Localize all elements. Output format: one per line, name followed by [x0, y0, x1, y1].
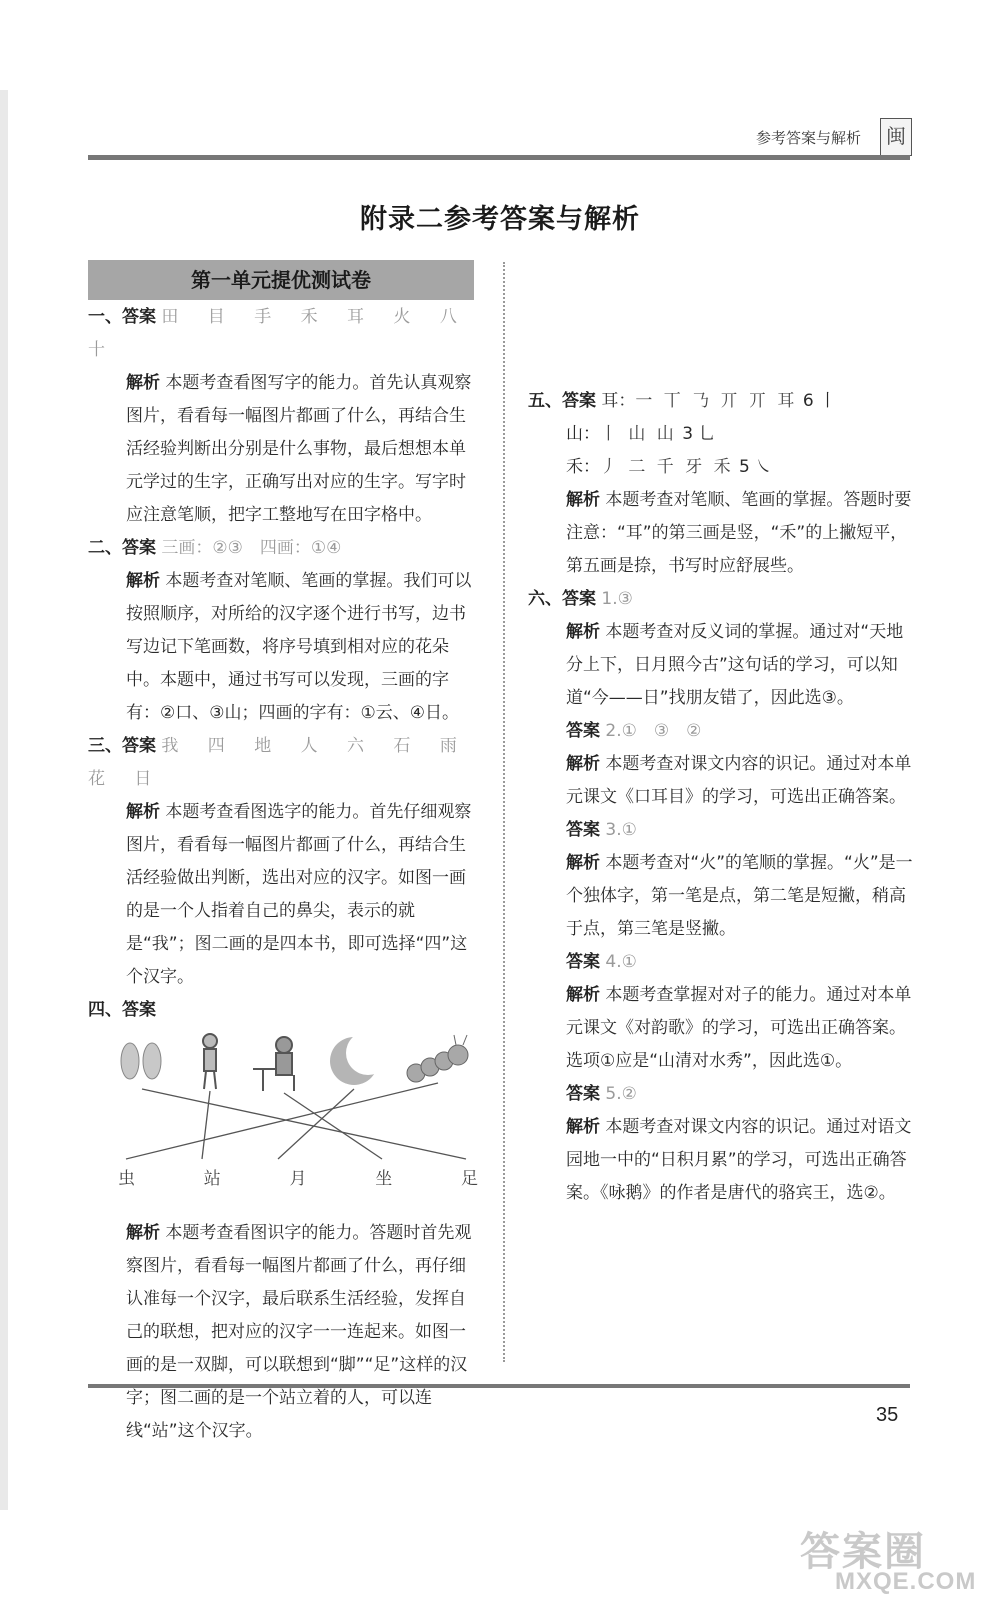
moon-icon [330, 1031, 390, 1085]
analysis-label: 解析 [126, 1223, 160, 1243]
left-column [88, 301, 478, 1448]
q5-line-2 [528, 418, 920, 451]
q3-analysis-text: 本题考查看图选字的能力。首先仔细观察图片，看看每一幅图片都画了什么，再结合生活经验做出判断，选出对应的汉字。如图一画的是一个人指着自己的鼻尖，表示的就是“我”；图二画的是四本书，即可选择“四”这个汉字。 [126, 802, 472, 987]
match-char: 坐 [375, 1169, 393, 1189]
answer-label: 答案 [562, 589, 596, 609]
match-char: 站 [203, 1169, 221, 1189]
caterpillar-icon [407, 1035, 468, 1082]
analysis-label: 解析 [566, 985, 600, 1005]
q1-number: 一、 [88, 307, 122, 327]
q6-analysis-2 [528, 748, 920, 814]
q6-analysis-text: 本题考查对课文内容的识记。通过对本单元课文《口耳目》的学习，可选出正确答案。 [566, 754, 912, 807]
footer-rule [88, 1384, 910, 1388]
running-header: 参考答案与解析 [756, 129, 862, 147]
analysis-label: 解析 [126, 571, 160, 591]
q6-answer: 4.① [605, 952, 637, 972]
q3-answer-line [88, 730, 478, 796]
analysis-label: 解析 [566, 1117, 600, 1137]
answer-label: 答案 [122, 307, 156, 327]
standing-person-icon [203, 1034, 217, 1089]
q6-number: 六、 [528, 589, 562, 609]
matching-illustration [118, 1031, 478, 1161]
answer-label: 答案 [566, 1084, 600, 1104]
matching-lines [126, 1083, 466, 1159]
q5-analysis [528, 484, 920, 583]
analysis-label: 解析 [566, 622, 600, 642]
q2-answer-line [88, 532, 478, 565]
q2-number: 二、 [88, 538, 122, 558]
watermark-url: MXQE.COM [835, 1568, 977, 1595]
q3-number: 三、 [88, 736, 122, 756]
stroke-count: 5 [739, 457, 750, 477]
stroke-mark: 乚 [698, 424, 716, 444]
q5-answer-line [528, 385, 920, 418]
answer-label: 答案 [122, 1000, 156, 1020]
match-char: 虫 [118, 1169, 135, 1189]
q6-analysis-4 [528, 979, 920, 1078]
stroke-char: 耳： [601, 391, 636, 411]
header-rule [88, 155, 910, 160]
answer-label: 答案 [566, 820, 600, 840]
answer-label: 答案 [562, 391, 596, 411]
q6-analysis-1 [528, 616, 920, 715]
q4-analysis-text: 本题考查看图识字的能力。答题时首先观察图片，看看每一幅图片都画了什么，再仔细认准每一个汉字，最后联系生活经验，发挥自己的联想，把对应的汉字一一连起来。如图一画的是一双脚，可以联想到“脚”“足”这样的汉字；图二画的是一个站立着的人，可以连线“站”这个汉字。 [126, 1223, 472, 1441]
matching-diagram [118, 1031, 478, 1211]
stroke-count: 3 [682, 424, 694, 444]
q6-answer-5 [528, 1078, 920, 1111]
q2-analysis [88, 565, 478, 730]
q6-answer: 1.③ [601, 589, 633, 609]
region-stamp: 闽 [880, 118, 912, 156]
answer-label: 答案 [566, 721, 600, 741]
q6-analysis-5 [528, 1111, 920, 1210]
right-column [528, 253, 920, 1210]
q6-analysis-3 [528, 847, 920, 946]
section-title: 第一单元提优测试卷 [88, 260, 474, 300]
analysis-label: 解析 [126, 373, 160, 393]
q5-analysis-text: 本题考查对笔顺、笔画的掌握。答题时要注意：“耳”的第三画是竖，“禾”的上撇短平，第五画是捺，书写时应舒展些。 [566, 490, 912, 576]
match-char: 月 [289, 1169, 307, 1189]
q1-analysis [88, 367, 478, 532]
q4-number: 四、 [88, 1000, 122, 1020]
q1-analysis-text: 本题考查看图写字的能力。首先认真观察图片，看看每一幅图片都画了什么，再结合生活经验判断出分别是什么事物，最后想想本单元学过的生字，正确写出对应的生字。写字时应注意笔顺，把字工整地写在田字格中。 [126, 373, 472, 525]
stroke-char: 禾： [566, 457, 600, 477]
q6-analysis-text: 本题考查掌握对对子的能力。通过对本单元课文《对韵歌》的学习，可选出正确答案。选项①应是“山清对水秀”，因此选①。 [566, 985, 912, 1071]
answer-label: 答案 [122, 736, 156, 756]
q6-answer-2 [528, 715, 920, 748]
q6-analysis-text: 本题考查对“火”的笔顺的掌握。“火”是一个独体字，第一笔是点，第二笔是短撇，稍高于点，第三笔是竖撇。 [566, 853, 913, 939]
q2-answer: 三画：②③ 四画：①④ [161, 538, 342, 558]
stroke-mark: 丨 [819, 391, 837, 411]
watermark-logo: 答案圈 [800, 1529, 926, 1575]
q3-answer: 我 四 地 人 六 石 雨 花 日 [88, 736, 469, 789]
q6-answer-4 [528, 946, 920, 979]
q6-answer: 2.① ③ ② [605, 721, 702, 741]
column-divider [503, 262, 505, 1362]
q4-analysis [88, 1217, 478, 1448]
match-char: 足 [461, 1169, 478, 1189]
q6-answer-1 [528, 583, 920, 616]
q2-analysis-text: 本题考查对笔顺、笔画的掌握。我们可以按照顺序，对所给的汉字逐个进行书写，边书写边记下笔画数，将序号填到相对应的花朵中。本题中，通过书写可以发现，三画的字有：②口、③山；四画的字有：①云、④日。 [126, 571, 472, 723]
q5-line-3 [528, 451, 920, 484]
sitting-person-icon [253, 1037, 294, 1091]
q3-analysis [88, 796, 478, 994]
feet-icon [121, 1043, 161, 1079]
q6-analysis-text: 本题考查对课文内容的识记。通过对语文园地一中的“日积月累”的学习，可选出正确答案。《咏鹅》的作者是唐代的骆宾王，选②。 [566, 1117, 912, 1203]
matching-characters [118, 1163, 478, 1196]
answer-label: 答案 [122, 538, 156, 558]
page-edge [0, 90, 8, 1510]
analysis-label: 解析 [566, 853, 600, 873]
analysis-label: 解析 [566, 490, 600, 510]
analysis-label: 解析 [126, 802, 160, 822]
page-number: 35 [876, 1404, 899, 1426]
stroke-order: 丿 二 千 牙 禾 [600, 457, 734, 477]
stroke-order: 一 丅 𠄎 丌 丌 耳 [635, 391, 798, 411]
answer-label: 答案 [566, 952, 600, 972]
q4-answer-line [88, 994, 478, 1027]
stroke-count: 6 [802, 391, 814, 411]
stroke-order: 丨 山 山 [600, 424, 677, 444]
q6-analysis-text: 本题考查对反义词的掌握。通过对“天地分上下，日月照今古”这句话的学习，可以知道“今——日”找朋友错了，因此选③。 [566, 622, 904, 708]
stroke-mark: ㇏ [755, 457, 773, 477]
q6-answer: 5.② [605, 1084, 637, 1104]
q6-answer: 3.① [605, 820, 637, 840]
page-title: 附录二参考答案与解析 [360, 204, 640, 235]
q6-answer-3 [528, 814, 920, 847]
q1-answer-line [88, 301, 478, 367]
q1-answer: 田 目 手 禾 耳 火 八 十 [88, 307, 469, 360]
stroke-char: 山： [566, 424, 600, 444]
analysis-label: 解析 [566, 754, 600, 774]
q5-number: 五、 [528, 391, 562, 411]
